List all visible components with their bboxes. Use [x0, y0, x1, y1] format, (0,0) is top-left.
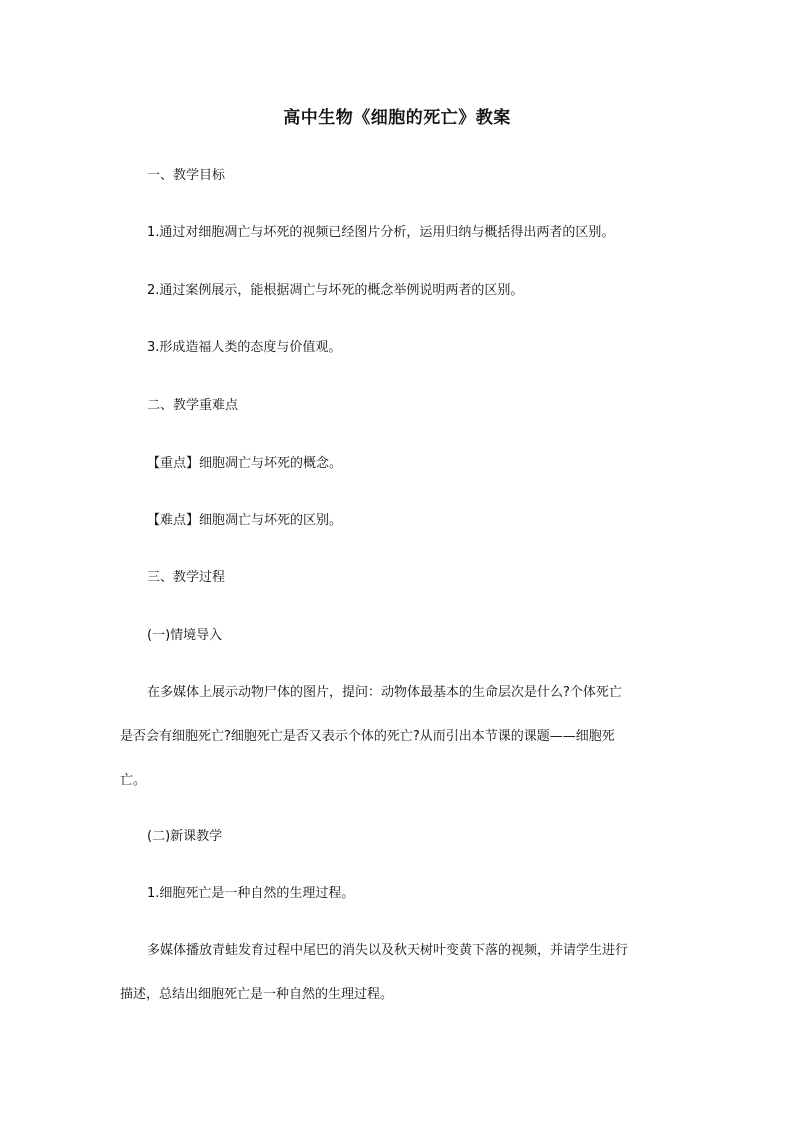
lesson-paragraph: [120, 941, 676, 1005]
intro-paragraph-line: 是否会有细胞死亡?细胞死亡是否又表示个体的死亡?从而引出本节课的课题——细胞死: [120, 729, 615, 744]
difficult-point: 【难点】细胞凋亡与坏死的区别。: [147, 513, 343, 528]
intro-paragraph-line: 在多媒体上展示动物尸体的图片，提问：动物体最基本的生命层次是什么?个体死亡: [147, 685, 622, 700]
objective-item-2: 2.通过案例展示，能根据凋亡与坏死的概念举例说明两者的区别。: [147, 283, 524, 298]
intro-paragraph: [120, 683, 676, 791]
objective-item-3: 3.形成造福人类的态度与价值观。: [147, 340, 342, 355]
key-point: 【重点】细胞凋亡与坏死的概念。: [147, 456, 343, 471]
page-title: 高中生物《细胞的死亡》教案: [283, 108, 511, 128]
subsection-heading-intro: (一)情境导入: [147, 628, 223, 643]
lesson-point-1: 1.细胞死亡是一种自然的生理过程。: [147, 886, 355, 901]
section-heading-key-points: 二、教学重难点: [147, 398, 239, 413]
section-heading-objectives: 一、教学目标: [147, 168, 226, 183]
objective-item-1: 1.通过对细胞凋亡与坏死的视频已经图片分析，运用归纳与概括得出两者的区别。: [147, 225, 615, 240]
lesson-paragraph-line: 多媒体播放青蛙发育过程中尾巴的消失以及秋天树叶变黄下落的视频，并请学生进行: [147, 943, 629, 958]
subsection-heading-new-lesson: (二)新课教学: [147, 829, 223, 844]
section-heading-process: 三、教学过程: [147, 570, 226, 585]
lesson-paragraph-line: 描述，总结出细胞死亡是一种自然的生理过程。: [120, 987, 394, 1002]
intro-paragraph-line: 亡。: [120, 773, 147, 788]
